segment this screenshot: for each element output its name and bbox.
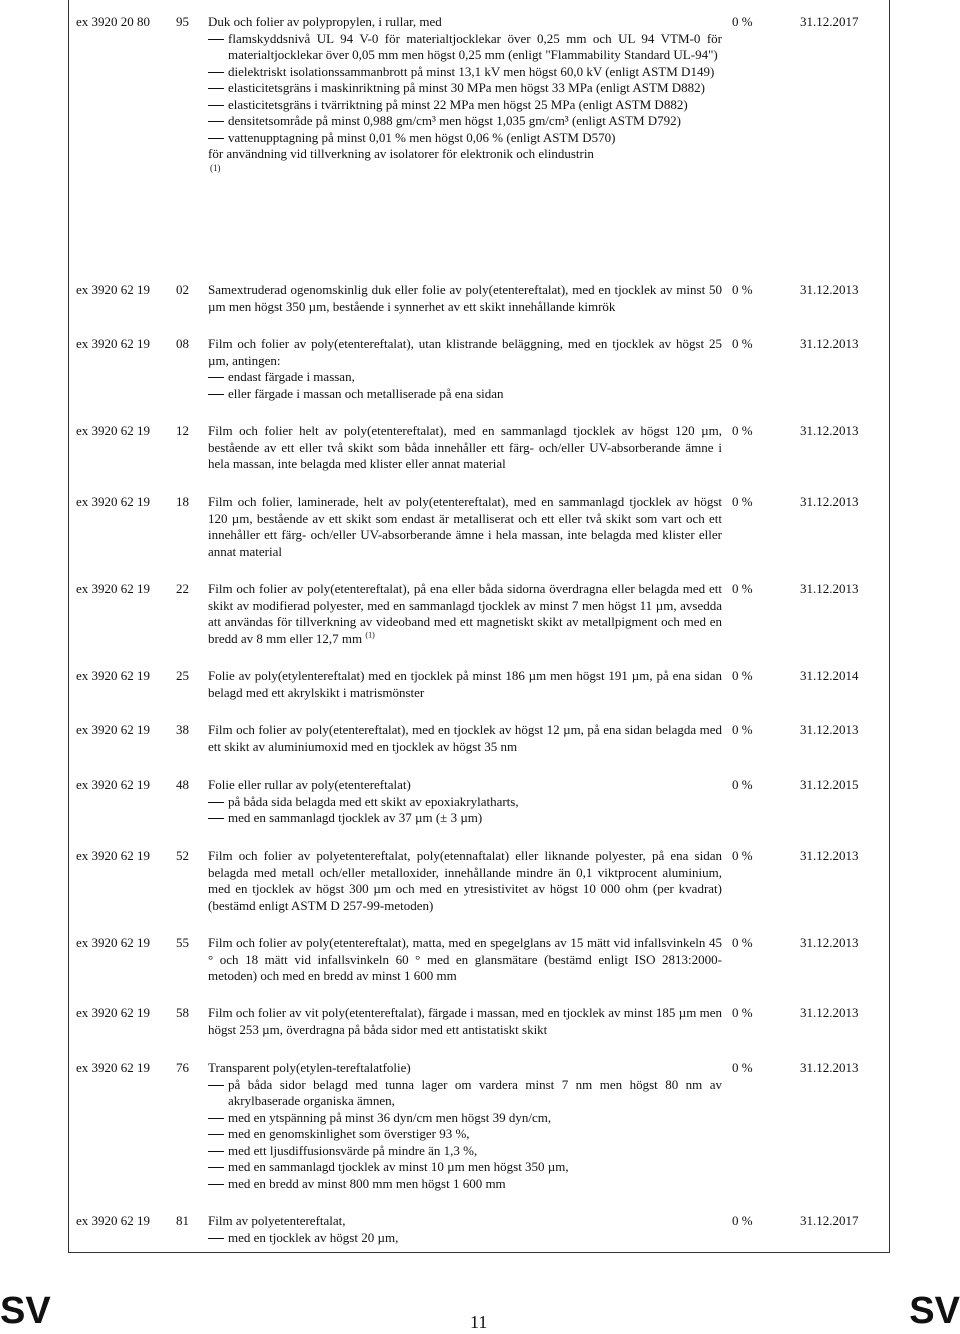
cn-code: ex 3920 62 19 xyxy=(76,1005,151,1020)
cn-code: ex 3920 62 19 xyxy=(76,1060,151,1075)
duty-rate: 0 % xyxy=(732,1060,753,1075)
description xyxy=(208,423,722,473)
description-text: Film och folier helt av poly(etentereftalat), med en sammanlagd tjocklek av högst 120 µm, bestående av ett eller två skikt som båda innehåller ett färg- och/eller UV-absorberande ämne i hela massan, inte belagda med klister eller annat material xyxy=(208,423,722,471)
end-date: 31.12.2014 xyxy=(800,668,859,683)
dash-item: eller färgade i massan och metalliserade på ena sidan xyxy=(208,386,722,403)
cn-code: ex 3920 62 19 xyxy=(76,336,151,351)
description xyxy=(208,282,722,315)
end-date: 31.12.2013 xyxy=(800,282,859,297)
footnote-ref: (1) xyxy=(210,162,221,173)
page-number: 11 xyxy=(470,1312,488,1332)
end-date: 31.12.2013 xyxy=(800,1005,859,1020)
end-date: 31.12.2013 xyxy=(800,494,859,509)
duty-rate: 0 % xyxy=(732,1213,753,1228)
language-label-left: SV xyxy=(0,1290,51,1332)
end-date: 31.12.2013 xyxy=(800,935,859,950)
taric-subdivision: 52 xyxy=(176,848,189,863)
taric-subdivision: 18 xyxy=(176,494,189,509)
taric-subdivision: 12 xyxy=(176,423,189,438)
cn-code: ex 3920 62 19 xyxy=(76,722,151,737)
taric-subdivision: 95 xyxy=(176,14,189,29)
dash-item: med en genomskinlighet som överstiger 93 %, xyxy=(208,1126,722,1143)
description xyxy=(208,668,722,701)
dash-item: elasticitetsgräns i maskinriktning på minst 30 MPa men högst 33 MPa (enligt ASTM D882) xyxy=(208,80,722,97)
description-text: Film och folier av vit poly(etentereftalat), färgade i massan, med en tjocklek av minst 185 µm men högst 253 µm, överdragna på båda sidor med ett antistatiskt skikt xyxy=(208,1005,722,1037)
description xyxy=(208,722,722,755)
end-date: 31.12.2013 xyxy=(800,423,859,438)
description-text: Samextruderad ogenomskinlig duk eller folie av poly(etentereftalat), med en tjocklek av minst 50 µm men högst 350 µm, bestående i synnerhet av ett skikt innehållande kimrök xyxy=(208,282,722,314)
duty-rate: 0 % xyxy=(732,1005,753,1020)
description-text: Film och folier av poly(etentereftalat), matta, med en spegelglans av 15 mätt vid infallsvinkeln 45 ° och 18 mätt vid infallsvinkeln 60 ° med en glansmätare (bestämd enligt ISO 2813:2000-metoden) och med en bredd av minst 1 600 mm xyxy=(208,935,722,983)
cn-code: ex 3920 62 19 xyxy=(76,581,151,596)
cn-code: ex 3920 62 19 xyxy=(76,935,151,950)
duty-rate: 0 % xyxy=(732,14,753,29)
end-date: 31.12.2013 xyxy=(800,336,859,351)
dash-item: endast färgade i massan, xyxy=(208,369,722,386)
duty-rate: 0 % xyxy=(732,777,753,792)
taric-subdivision: 81 xyxy=(176,1213,189,1228)
description xyxy=(208,1060,722,1192)
duty-rate: 0 % xyxy=(732,494,753,509)
description-text: Duk och folier av polypropylen, i rullar, med xyxy=(208,14,442,29)
cn-code: ex 3920 62 19 xyxy=(76,1213,151,1228)
dash-item: med ett ljusdiffusionsvärde på mindre än 1,3 %, xyxy=(208,1143,722,1160)
taric-subdivision: 25 xyxy=(176,668,189,683)
description-text: Film och folier av poly(etentereftalat), med en tjocklek av högst 12 µm, på ena sidan belagda med ett skikt av aluminiumoxid med en tjocklek av högst 35 nm xyxy=(208,722,722,754)
dash-item: med en sammanlagd tjocklek av 37 µm (± 3 µm) xyxy=(208,810,722,827)
cn-code: ex 3920 62 19 xyxy=(76,423,151,438)
description-text: Transparent poly(etylen-tereftalatfolie) xyxy=(208,1060,411,1075)
taric-subdivision: 58 xyxy=(176,1005,189,1020)
duty-rate: 0 % xyxy=(732,581,753,596)
cn-code: ex 3920 62 19 xyxy=(76,777,151,792)
description xyxy=(208,777,722,827)
taric-subdivision: 22 xyxy=(176,581,189,596)
duty-rate: 0 % xyxy=(732,423,753,438)
language-label-right: SV xyxy=(909,1290,960,1332)
taric-subdivision: 08 xyxy=(176,336,189,351)
dash-item: dielektriskt isolationssammanbrott på minst 13,1 kV men högst 60,0 kV (enligt ASTM D149) xyxy=(208,64,722,81)
description xyxy=(208,14,722,174)
dash-item: med en sammanlagd tjocklek av minst 10 µm men högst 350 µm, xyxy=(208,1159,722,1176)
duty-rate: 0 % xyxy=(732,282,753,297)
description xyxy=(208,1005,722,1038)
description xyxy=(208,935,722,985)
footnote-ref: (1) xyxy=(365,630,375,640)
cn-code: ex 3920 20 80 xyxy=(76,14,151,29)
description-text: Film och folier av poly(etentereftalat), utan klistrande beläggning, med en tjocklek av högst 25 µm, antingen: xyxy=(208,336,722,368)
description-text: Folie av poly(etylentereftalat) med en tjocklek på minst 186 µm men högst 191 µm, på ena sidan belagd med ett akrylskikt i matrismönster xyxy=(208,668,722,700)
description-text: Film och folier, laminerade, helt av poly(etentereftalat), med en sammanlagd tjocklek av högst 120 µm, bestående av ett skikt som endast är metalliserat och ett eller två skikt som vart och ett innehåller ett färg- och/eller UV-absorberande ämne i hela massan, inte belagda med klister eller annat material xyxy=(208,494,722,559)
description xyxy=(208,848,722,914)
cn-code: ex 3920 62 19 xyxy=(76,494,151,509)
end-date: 31.12.2013 xyxy=(800,581,859,596)
taric-subdivision: 55 xyxy=(176,935,189,950)
cn-code: ex 3920 62 19 xyxy=(76,282,151,297)
description-tail: för användning vid tillverkning av isolatorer för elektronik och elindustrin xyxy=(208,146,594,161)
cn-code: ex 3920 62 19 xyxy=(76,668,151,683)
description-text: Film och folier av polyetentereftalat, poly(etennaftalat) eller liknande polyester, på ena sidan belagda med metall och/eller metalloxider, innehållande mindre än 0,1 viktprocent aluminium, med en tjocklek av högst 300 µm och med en ytresistivitet av högst 10 000 ohm (per kvadrat) (bestämd enligt ASTM D 257-99-metoden) xyxy=(208,848,722,913)
end-date: 31.12.2013 xyxy=(800,1060,859,1075)
dash-item: på båda sida belagda med ett skikt av epoxiakrylatharts, xyxy=(208,794,722,811)
cn-code: ex 3920 62 19 xyxy=(76,848,151,863)
description xyxy=(208,336,722,402)
dash-item: med en tjocklek av högst 20 µm, xyxy=(208,1230,722,1247)
dash-item: densitetsområde på minst 0,988 gm/cm³ men högst 1,035 gm/cm³ (enligt ASTM D792) xyxy=(208,113,722,130)
description xyxy=(208,581,722,647)
end-date: 31.12.2013 xyxy=(800,722,859,737)
dash-item: elasticitetsgräns i tvärriktning på minst 22 MPa men högst 25 MPa (enligt ASTM D882) xyxy=(208,97,722,114)
dash-item: på båda sidor belagd med tunna lager om vardera minst 7 nm men högst 80 nm av akrylbaserade organiska ämnen, xyxy=(208,1077,722,1110)
end-date: 31.12.2015 xyxy=(800,777,859,792)
description-text xyxy=(208,581,722,647)
duty-rate: 0 % xyxy=(732,722,753,737)
description-text: Film av polyetentereftalat, xyxy=(208,1213,346,1228)
duty-rate: 0 % xyxy=(732,935,753,950)
duty-rate: 0 % xyxy=(732,336,753,351)
taric-subdivision: 76 xyxy=(176,1060,189,1075)
taric-subdivision: 02 xyxy=(176,282,189,297)
dash-item: med en bredd av minst 800 mm men högst 1 600 mm xyxy=(208,1176,722,1193)
duty-rate: 0 % xyxy=(732,848,753,863)
taric-subdivision: 48 xyxy=(176,777,189,792)
end-date: 31.12.2017 xyxy=(800,14,859,29)
dash-item: med en ytspänning på minst 36 dyn/cm men högst 39 dyn/cm, xyxy=(208,1110,722,1127)
description-text-inner: Film och folier av poly(etentereftalat), på ena eller båda sidorna överdragna eller belagda med ett skikt av modifierad polyester, med en sammanlagd tjocklek av minst 7 men högst 11 µm, avsedda att användas för tillverkning av videoband med ett magnetiskt skikt av metallpigment och med en bredd av 8 mm eller 12,7 mm xyxy=(208,581,722,646)
taric-subdivision: 38 xyxy=(176,722,189,737)
duty-rate: 0 % xyxy=(732,668,753,683)
description xyxy=(208,1213,722,1246)
description-text: Folie eller rullar av poly(etentereftalat) xyxy=(208,777,411,792)
dash-item: vattenupptagning på minst 0,01 % men högst 0,06 % (enligt ASTM D570) xyxy=(208,130,722,147)
end-date: 31.12.2013 xyxy=(800,848,859,863)
end-date: 31.12.2017 xyxy=(800,1213,859,1228)
description xyxy=(208,494,722,560)
dash-item: flamskyddsnivå UL 94 V-0 för materialtjocklekar över 0,25 mm och UL 94 VTM-0 för materialtjocklekar över 0,05 mm men högst 0,25 mm (enligt "Flammability Standard UL-94") xyxy=(208,31,722,64)
